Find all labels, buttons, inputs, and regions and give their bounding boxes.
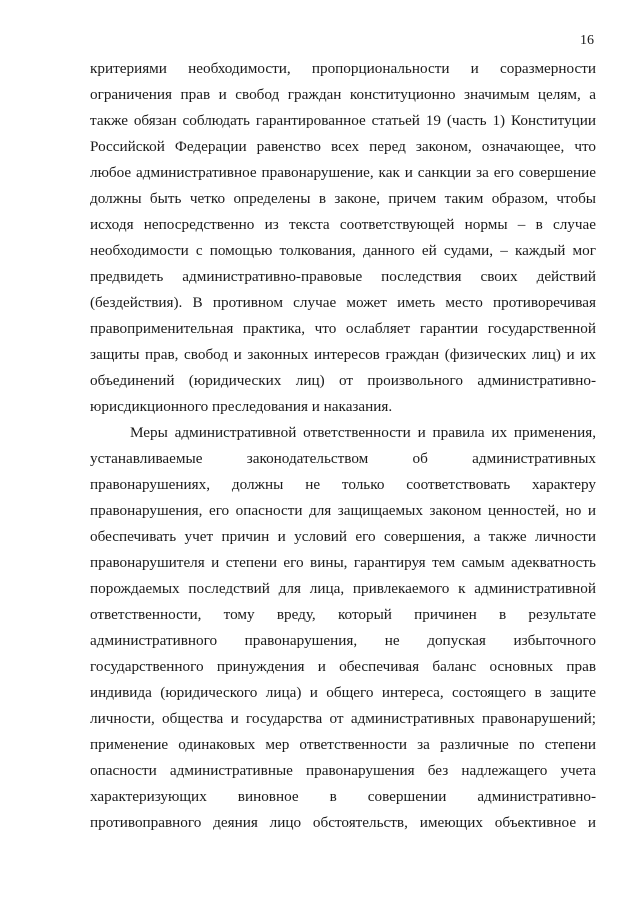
text-line: Российской Федерации равенство всех перед законом, означающее, что xyxy=(90,138,596,155)
text-line: правоприменительная практика, что ослабляет гарантии государственной xyxy=(90,320,596,337)
text-line: ответственности, тому вреду, который причинен в результате xyxy=(90,606,596,623)
text-line: критериями необходимости, пропорциональности и соразмерности xyxy=(90,60,596,77)
text-line: защиты прав, свобод и законных интересов граждан (физических лиц) и их xyxy=(90,346,596,363)
text-line: (бездействия). В противном случае может иметь место противоречивая xyxy=(90,294,596,311)
text-line: характеризующих виновное в совершении административно- xyxy=(90,788,596,805)
page-number: 16 xyxy=(580,33,594,48)
text-line: также обязан соблюдать гарантированное статьей 19 (часть 1) Конституции xyxy=(90,112,596,129)
text-line: объединений (юридических лиц) от произвольного административно- xyxy=(90,372,596,389)
text-line: государственного принуждения и обеспечивая баланс основных прав xyxy=(90,658,596,675)
text-line: предвидеть административно-правовые последствия своих действий xyxy=(90,268,596,285)
text-line: ограничения прав и свобод граждан конституционно значимым целям, а xyxy=(90,86,596,103)
paragraph-1 xyxy=(90,56,596,420)
text-line: исходя непосредственно из текста соответствующей нормы – в случае xyxy=(90,216,596,233)
text-line: опасности административные правонарушения без надлежащего учета xyxy=(90,762,596,779)
text-line: любое административное правонарушение, как и санкции за его совершение xyxy=(90,164,596,181)
document-body xyxy=(90,56,596,836)
text-line: личности, общества и государства от административных правонарушений; xyxy=(90,710,596,727)
text-line: Меры административной ответственности и правила их применения, xyxy=(130,424,596,441)
text-line: административного правонарушения, не допуская избыточного xyxy=(90,632,596,649)
text-line: необходимости с помощью толкования, данного ей судами, – каждый мог xyxy=(90,242,596,259)
text-line: правонарушениях, должны не только соответствовать характеру xyxy=(90,476,596,493)
text-line: должны быть четко определены в законе, причем таким образом, чтобы xyxy=(90,190,596,207)
text-line: индивида (юридического лица) и общего интереса, состоящего в защите xyxy=(90,684,596,701)
text-line: юрисдикционного преследования и наказания. xyxy=(90,398,393,415)
text-line: правонарушения, его опасности для защищаемых законом ценностей, но и xyxy=(90,502,596,519)
text-line: обеспечивать учет причин и условий его совершения, а также личности xyxy=(90,528,596,545)
text-line: применение одинаковых мер ответственности за различные по степени xyxy=(90,736,596,753)
paragraph-2 xyxy=(90,420,596,836)
text-line: противоправного деяния лицо обстоятельств, имеющих объективное и xyxy=(90,814,596,831)
text-line: правонарушителя и степени его вины, гарантируя тем самым адекватность xyxy=(90,554,596,571)
text-line: порождаемых последствий для лица, привлекаемого к административной xyxy=(90,580,596,597)
text-line: устанавливаемые законодательством об административных xyxy=(90,450,596,467)
